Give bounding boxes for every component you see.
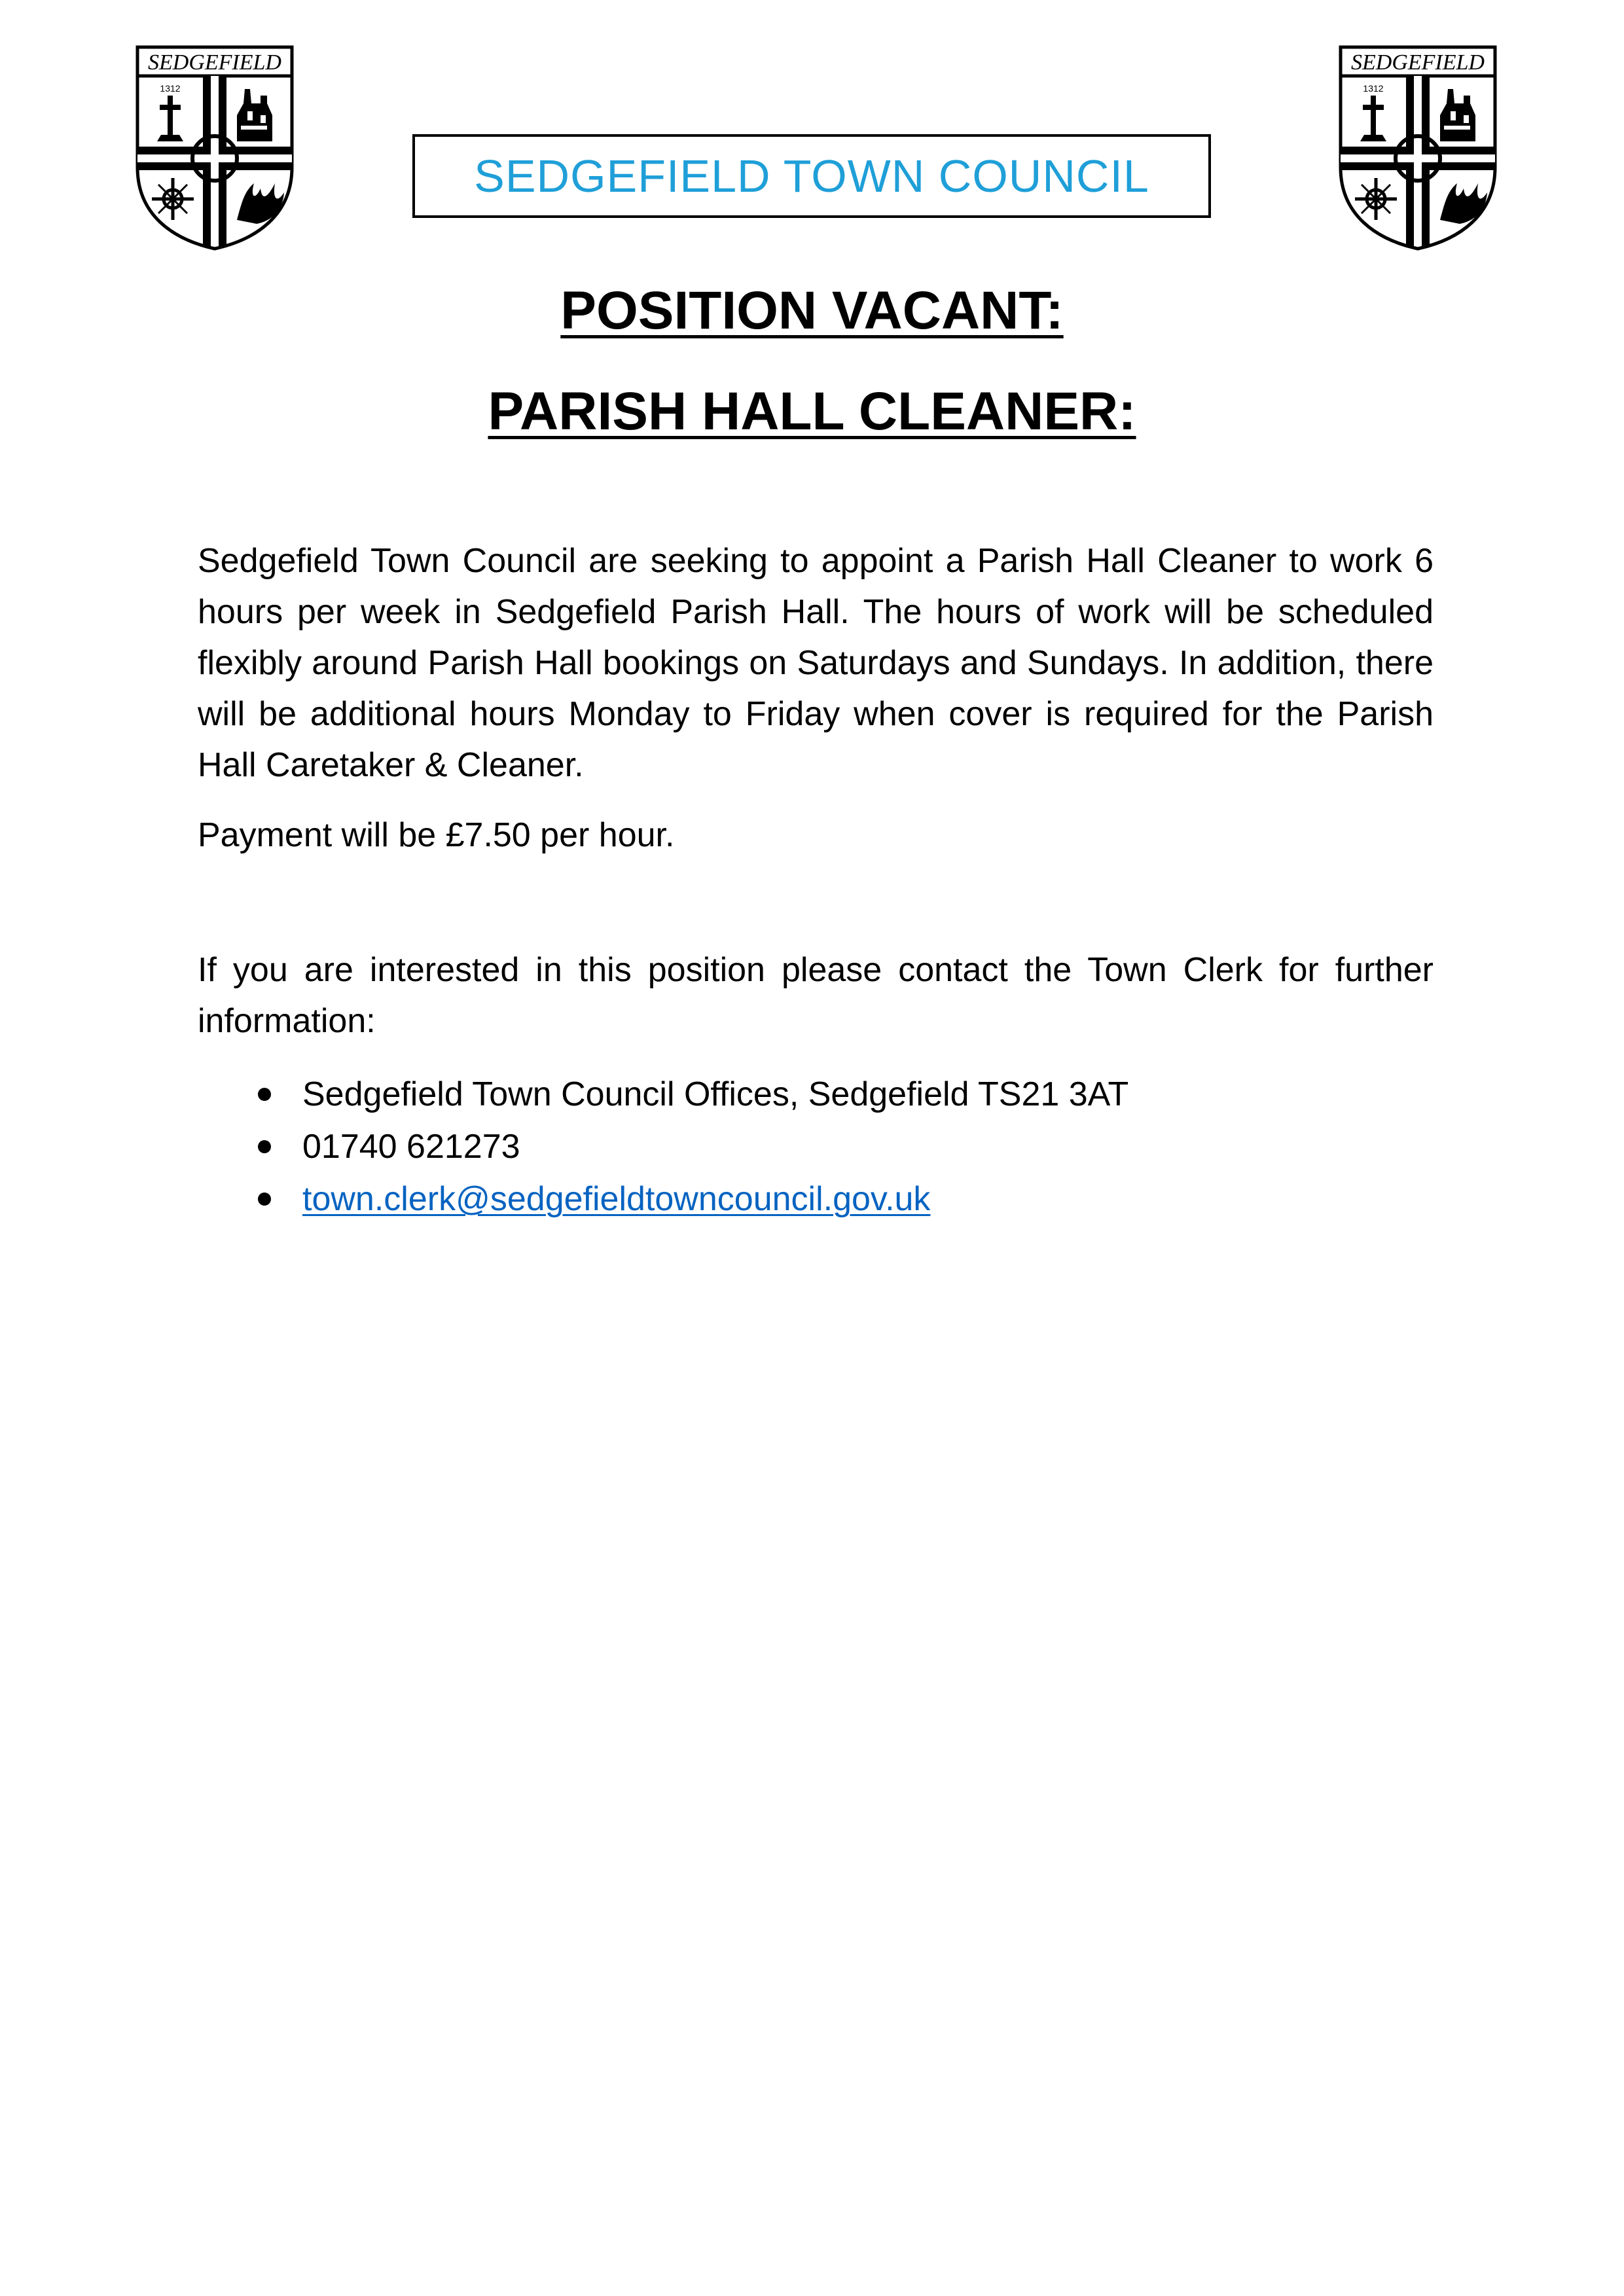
crest-shield-icon — [132, 43, 297, 251]
heading-position-vacant: POSITION VACANT: — [560, 281, 1064, 340]
bullet-icon — [258, 1193, 271, 1206]
crest-year-text: 1312 — [1363, 83, 1384, 94]
contact-email-item — [198, 1173, 1434, 1225]
council-name: SEDGEFIELD TOWN COUNCIL — [474, 151, 1149, 202]
crest-banner-text: SEDGEFIELD — [148, 50, 281, 75]
crest-banner-text: SEDGEFIELD — [1351, 50, 1485, 75]
job-description-paragraph: Sedgefield Town Council are seeking to appoint a Parish Hall Cleaner to work 6 hours per week in Sedgefield Parish Hall. The hours of work will be scheduled flexibly around Parish Hall bookings on Saturdays and Sundays. In addition, there will be additional hours Monday to Friday when cover is required for the Parish Hall Caretaker & Cleaner. — [198, 542, 1434, 784]
contact-address-item — [198, 1068, 1434, 1121]
council-name-box — [412, 134, 1211, 218]
council-crest-left — [132, 43, 297, 251]
bullet-icon — [258, 1088, 271, 1101]
crest-shield-icon — [1335, 43, 1500, 251]
bullet-icon — [258, 1140, 271, 1153]
contact-intro-paragraph: If you are interested in this position please contact the Town Clerk for further information: — [198, 951, 1434, 1040]
payment-paragraph: Payment will be £7.50 per hour. — [198, 816, 675, 854]
contact-phone-item — [198, 1121, 1434, 1173]
contact-address: Sedgefield Town Council Offices, Sedgefield TS21 3AT — [302, 1075, 1129, 1113]
heading-job-title: PARISH HALL CLEANER: — [488, 382, 1136, 441]
contact-list — [198, 1068, 1434, 1225]
contact-email-link[interactable]: town.clerk@sedgefieldtowncouncil.gov.uk — [302, 1180, 931, 1218]
council-crest-right — [1335, 43, 1500, 251]
contact-phone: 01740 621273 — [302, 1128, 520, 1166]
crest-year-text: 1312 — [160, 83, 181, 94]
